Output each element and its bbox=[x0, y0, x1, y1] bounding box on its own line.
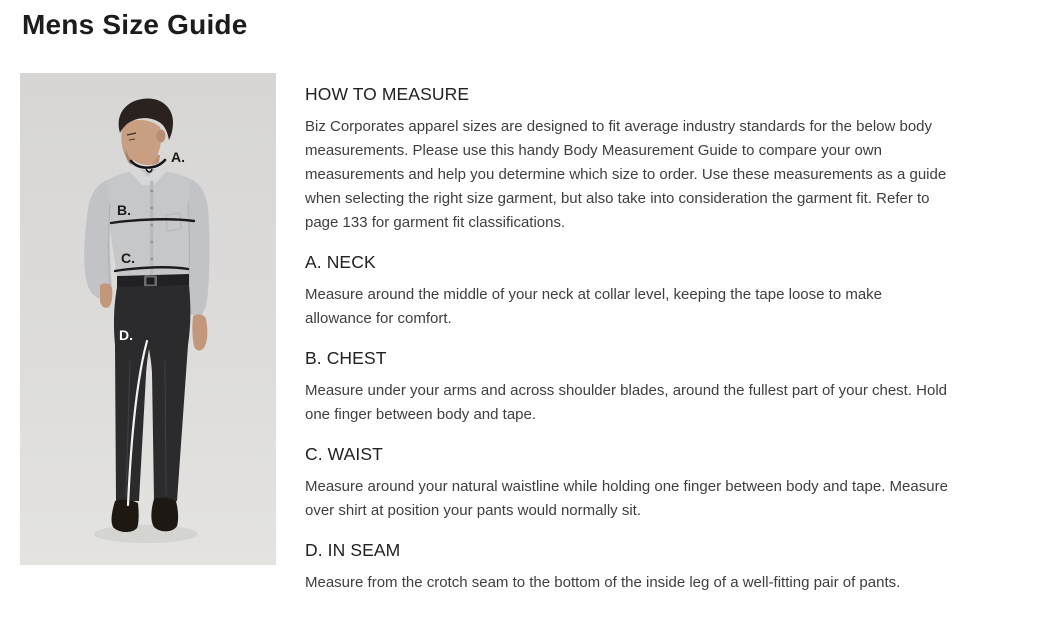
measurement-guide-photo bbox=[20, 73, 276, 565]
label-a: A. bbox=[171, 149, 185, 165]
section-how-to-measure bbox=[305, 83, 950, 235]
floor-shadow bbox=[94, 525, 198, 543]
section-waist bbox=[305, 443, 950, 523]
section-chest bbox=[305, 347, 950, 427]
chest-body: Measure under your arms and across shoulder blades, around the fullest part of your chest. Hold one finger between body and tape. bbox=[305, 382, 948, 423]
how-to-measure-heading: HOW TO MEASURE bbox=[305, 84, 470, 104]
waist-body: Measure around your natural waistline while holding one finger between body and tape. Measure over shirt at position your pants would normally sit. bbox=[305, 478, 948, 519]
chest-heading: B. CHEST bbox=[305, 348, 387, 368]
label-d: D. bbox=[119, 327, 133, 343]
section-inseam bbox=[305, 539, 950, 595]
how-to-measure-body: Biz Corporates apparel sizes are designed to fit average industry standards for the below body measurements. Please use this handy Body Measurement Guide to compare your own measurements and help you determine which size to order. Use these measurements as a guide when selecting the right size garment, but also take into consideration the garment fit. Refer to page 133 for garment fit classifications. bbox=[305, 118, 947, 231]
inseam-body: Measure from the crotch seam to the bottom of the inside leg of a well-fitting pair of pants. bbox=[305, 574, 901, 591]
neck-heading: A. NECK bbox=[305, 252, 376, 272]
page-title: Mens Size Guide bbox=[22, 9, 248, 40]
measurement-instructions bbox=[305, 83, 950, 595]
label-c: C. bbox=[121, 250, 135, 266]
inseam-heading: D. IN SEAM bbox=[305, 540, 401, 560]
measurement-figure-illustration bbox=[20, 73, 276, 565]
waist-heading: C. WAIST bbox=[305, 444, 383, 464]
label-b: B. bbox=[117, 202, 131, 218]
section-neck bbox=[305, 251, 950, 331]
neck-body: Measure around the middle of your neck at collar level, keeping the tape loose to make allowance for comfort. bbox=[305, 286, 883, 327]
